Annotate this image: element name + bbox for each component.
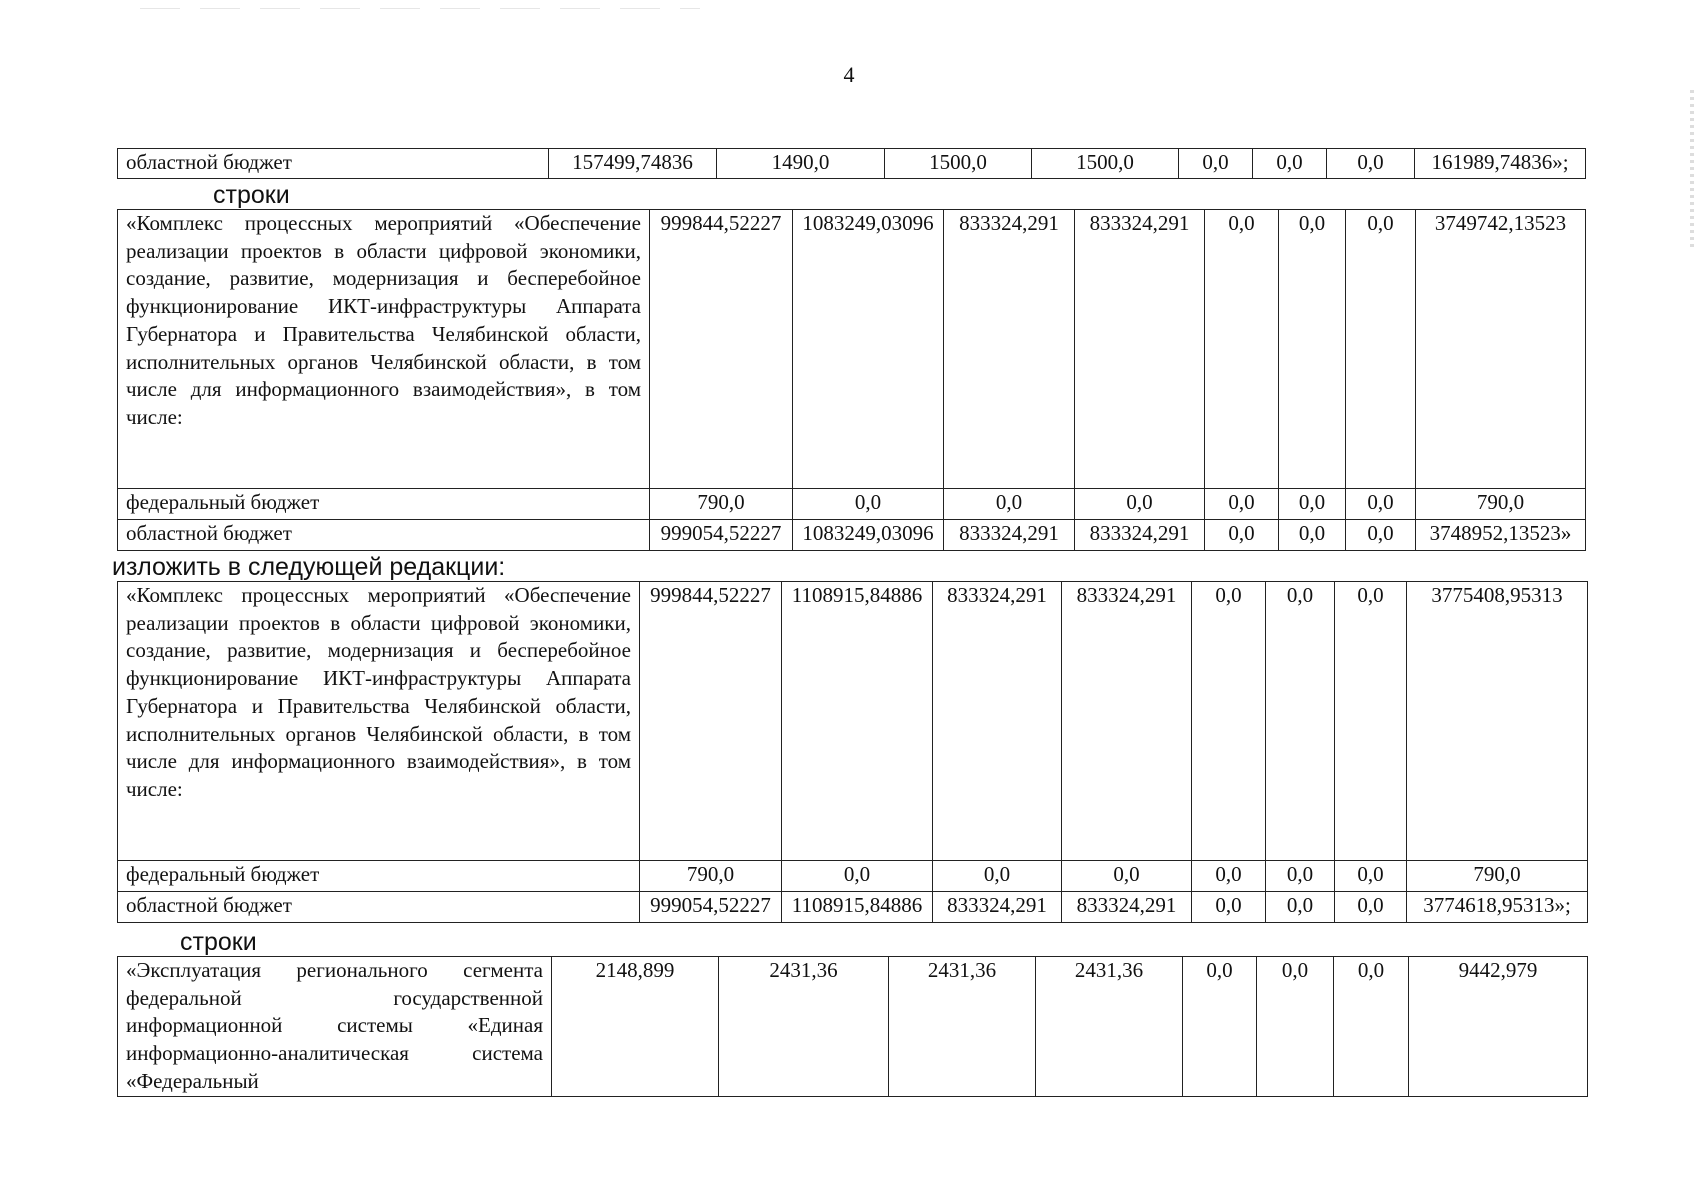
- cell-value: 833324,291: [1075, 520, 1205, 551]
- cell-value: 157499,74836: [549, 149, 717, 179]
- cell-value: 0,0: [944, 489, 1075, 520]
- table-row: [118, 861, 1588, 892]
- row-label: «Комплекс процессных мероприятий «Обеспечение реализации проектов в области цифровой экономики, создание, развитие, модернизация и бесперебойное функционирование ИКТ-инфраструктуры Аппарата Губернатора и Правительства Челябинской области, исполнительных органов Челябинской области, в том числе для информационного взаимодействия», в том числе:: [118, 582, 640, 861]
- cell-value: 833324,291: [933, 892, 1062, 923]
- table-row: [118, 520, 1586, 551]
- cell-value: 0,0: [1346, 520, 1416, 551]
- cell-value: 0,0: [1279, 489, 1346, 520]
- cell-value: 0,0: [782, 861, 933, 892]
- cell-value: 0,0: [1075, 489, 1205, 520]
- table-row: [118, 489, 1586, 520]
- cell-value: 0,0: [1334, 957, 1409, 1097]
- cell-value: 0,0: [1062, 861, 1192, 892]
- cell-value: 833324,291: [933, 582, 1062, 861]
- table-exploitation: [117, 956, 1588, 1097]
- cell-value: 999844,52227: [650, 210, 793, 489]
- cell-value: 3775408,95313: [1407, 582, 1588, 861]
- table-complex-measures-old: [117, 209, 1586, 551]
- page-number: 4: [843, 62, 855, 87]
- cell-value: 0,0: [1192, 892, 1266, 923]
- cell-value: 1108915,84886: [782, 892, 933, 923]
- table-row: [118, 149, 1586, 179]
- cell-value: 833324,291: [1062, 582, 1192, 861]
- cell-value: 0,0: [1327, 149, 1415, 179]
- scan-artifact-edge: [1690, 90, 1694, 250]
- row-label: «Комплекс процессных мероприятий «Обеспечение реализации проектов в области цифровой экономики, создание, развитие, модернизация и бесперебойное функционирование ИКТ-инфраструктуры Аппарата Губернатора и Правительства Челябинской области, исполнительных органов Челябинской области, в том числе для информационного взаимодействия», в том числе:: [118, 210, 650, 489]
- cell-value: 1083249,03096: [793, 520, 944, 551]
- scan-artifact-rule: [140, 8, 700, 9]
- cell-value: 3774618,95313»;: [1407, 892, 1588, 923]
- cell-value: 1083249,03096: [793, 210, 944, 489]
- table-regional-budget-1: [117, 148, 1586, 179]
- row-label: областной бюджет: [118, 149, 549, 179]
- cell-value: 0,0: [1205, 210, 1279, 489]
- cell-value: 0,0: [1179, 149, 1253, 179]
- row-label: федеральный бюджет: [118, 861, 640, 892]
- cell-value: 2148,899: [552, 957, 719, 1097]
- label-stroki: строки: [213, 181, 290, 209]
- cell-value: 1500,0: [885, 149, 1032, 179]
- cell-value: 2431,36: [1036, 957, 1183, 1097]
- cell-value: 0,0: [1253, 149, 1327, 179]
- cell-value: 0,0: [933, 861, 1062, 892]
- cell-value: 0,0: [1266, 861, 1335, 892]
- cell-value: 790,0: [650, 489, 793, 520]
- cell-value: 161989,74836»;: [1415, 149, 1586, 179]
- cell-value: 3748952,13523»: [1416, 520, 1586, 551]
- cell-value: 0,0: [793, 489, 944, 520]
- cell-value: 0,0: [1257, 957, 1334, 1097]
- cell-value: 0,0: [1346, 210, 1416, 489]
- cell-value: 0,0: [1205, 520, 1279, 551]
- cell-value: 999844,52227: [640, 582, 782, 861]
- cell-value: 790,0: [1416, 489, 1586, 520]
- row-label: «Эксплуатация регионального сегмента федеральной государственной информационной системы «Единая информационно-аналитическая система «Федеральный: [118, 957, 552, 1097]
- cell-value: 0,0: [1335, 892, 1407, 923]
- cell-value: 3749742,13523: [1416, 210, 1586, 489]
- table-row: [118, 210, 1586, 489]
- cell-value: 790,0: [1407, 861, 1588, 892]
- cell-value: 0,0: [1266, 582, 1335, 861]
- cell-value: 2431,36: [889, 957, 1036, 1097]
- cell-value: 0,0: [1279, 520, 1346, 551]
- cell-value: 999054,52227: [650, 520, 793, 551]
- cell-value: 0,0: [1335, 861, 1407, 892]
- cell-value: 0,0: [1192, 582, 1266, 861]
- cell-value: 1500,0: [1032, 149, 1179, 179]
- label-stroki: строки: [180, 928, 257, 956]
- cell-value: 1108915,84886: [782, 582, 933, 861]
- label-new-edition: изложить в следующей редакции:: [112, 553, 506, 581]
- row-label: областной бюджет: [118, 520, 650, 551]
- cell-value: 0,0: [1192, 861, 1266, 892]
- cell-value: 0,0: [1205, 489, 1279, 520]
- cell-value: 0,0: [1335, 582, 1407, 861]
- cell-value: 833324,291: [1062, 892, 1192, 923]
- table-row: [118, 957, 1588, 1097]
- table-complex-measures-new: [117, 581, 1588, 923]
- cell-value: 833324,291: [944, 210, 1075, 489]
- cell-value: 0,0: [1266, 892, 1335, 923]
- cell-value: 9442,979: [1409, 957, 1588, 1097]
- cell-value: 1490,0: [717, 149, 885, 179]
- cell-value: 2431,36: [719, 957, 889, 1097]
- cell-value: 0,0: [1346, 489, 1416, 520]
- row-label: федеральный бюджет: [118, 489, 650, 520]
- cell-value: 0,0: [1279, 210, 1346, 489]
- table-row: [118, 582, 1588, 861]
- row-label: областной бюджет: [118, 892, 640, 923]
- table-row: [118, 892, 1588, 923]
- cell-value: 0,0: [1183, 957, 1257, 1097]
- cell-value: 833324,291: [1075, 210, 1205, 489]
- cell-value: 999054,52227: [640, 892, 782, 923]
- cell-value: 790,0: [640, 861, 782, 892]
- cell-value: 833324,291: [944, 520, 1075, 551]
